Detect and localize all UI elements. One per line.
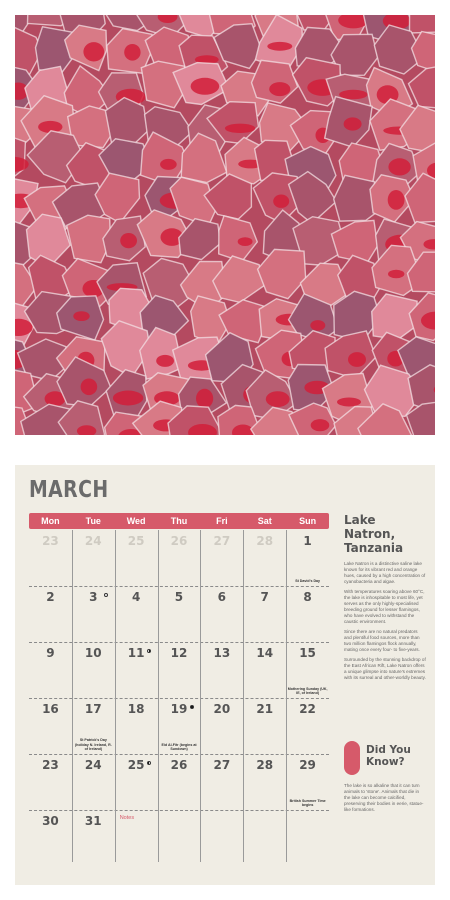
info-sidebar bbox=[344, 513, 426, 685]
weekday-sat: Sat bbox=[257, 516, 272, 526]
day-number: 17 bbox=[84, 702, 102, 716]
day-cell bbox=[200, 698, 243, 754]
day-number: 27 bbox=[213, 758, 231, 772]
day-number: 3 bbox=[89, 590, 98, 604]
day-number: 16 bbox=[42, 702, 59, 716]
day-cell bbox=[29, 810, 72, 866]
weekday-header bbox=[29, 513, 329, 529]
day-number: 13 bbox=[213, 646, 231, 660]
day-cell bbox=[115, 810, 158, 866]
day-number: 6 bbox=[217, 590, 227, 604]
day-divider bbox=[115, 530, 116, 862]
calendar-grid bbox=[29, 513, 329, 828]
day-divider bbox=[72, 530, 73, 862]
day-number: 1 bbox=[303, 534, 312, 548]
week-divider bbox=[29, 642, 329, 643]
day-number: 25 bbox=[127, 534, 145, 548]
did-you-know-pill bbox=[344, 741, 360, 775]
day-cell bbox=[72, 586, 115, 642]
day-cell bbox=[286, 754, 329, 810]
day-number: 29 bbox=[299, 758, 316, 772]
day-number: 14 bbox=[256, 646, 274, 660]
day-cell bbox=[29, 642, 72, 698]
day-cell bbox=[243, 754, 286, 810]
day-cell bbox=[72, 642, 115, 698]
day-number: 18 bbox=[127, 702, 145, 716]
day-cell bbox=[286, 530, 329, 586]
week-divider bbox=[29, 810, 329, 811]
day-cell bbox=[115, 754, 158, 810]
did-you-know-title bbox=[366, 744, 411, 768]
did-you-know-text: The lake is so alkaline that it can turn animals to 'stone'. Animals that die in the lake can become calcified, preserving their bodies in eerie, statue-like formations. bbox=[344, 783, 424, 812]
day-cell bbox=[115, 586, 158, 642]
week-divider bbox=[29, 754, 329, 755]
sidebar-paragraph: Since there are no natural predators and plentiful food sources, more than two million flamingos flock annually, mating once every four- to five-years. bbox=[344, 629, 420, 652]
day-number: 11 bbox=[127, 646, 145, 660]
day-cell bbox=[115, 698, 158, 754]
week-divider bbox=[29, 698, 329, 699]
day-cell bbox=[29, 530, 72, 586]
did-you-know-line-1: Did You bbox=[366, 744, 411, 756]
day-number: 10 bbox=[84, 646, 102, 660]
day-cell bbox=[158, 586, 201, 642]
weekday-tue: Tue bbox=[85, 516, 101, 526]
day-cell bbox=[158, 698, 201, 754]
day-cell bbox=[286, 586, 329, 642]
notes-label: Notes bbox=[119, 815, 135, 821]
day-number: 28 bbox=[256, 534, 274, 548]
day-number: 23 bbox=[42, 758, 59, 772]
day-number: 24 bbox=[84, 534, 102, 548]
sidebar-title: Lake Natron, Tanzania bbox=[344, 513, 404, 555]
calendar-page bbox=[15, 465, 435, 885]
holiday-label: Mothering Sunday (UK, IE, of Ireland) bbox=[287, 686, 328, 695]
day-cell bbox=[286, 642, 329, 698]
day-cell bbox=[200, 642, 243, 698]
weekday-thu: Thu bbox=[170, 516, 188, 526]
day-cell bbox=[72, 754, 115, 810]
holiday-label: St Patrick's Day (holiday N. Ireland, R. of Ireland) bbox=[74, 738, 112, 751]
day-number: 31 bbox=[84, 814, 102, 828]
day-number: 23 bbox=[42, 534, 59, 548]
day-number: 8 bbox=[303, 590, 312, 604]
day-number: 25 bbox=[127, 758, 145, 772]
day-cell bbox=[115, 530, 158, 586]
day-divider bbox=[200, 530, 201, 862]
moon-phase-icon bbox=[190, 705, 194, 709]
day-cell bbox=[72, 698, 115, 754]
day-cell bbox=[243, 586, 286, 642]
sidebar-paragraph: Surrounded by the stunning backdrop of the East African Rift, Lake Natron offers a unique glimpse into nature's extremes with its surreal and other-worldly beauty. bbox=[344, 657, 426, 680]
month-title: MARCH bbox=[29, 477, 109, 503]
day-number: 24 bbox=[84, 758, 102, 772]
day-cell bbox=[29, 698, 72, 754]
day-number: 26 bbox=[170, 534, 188, 548]
weekday-fri: Fri bbox=[216, 516, 228, 526]
day-divider bbox=[286, 530, 287, 862]
day-number: 28 bbox=[256, 758, 274, 772]
day-number: 26 bbox=[170, 758, 188, 772]
day-divider bbox=[243, 530, 244, 862]
day-number: 5 bbox=[174, 590, 184, 604]
day-cell bbox=[243, 530, 286, 586]
day-cell bbox=[158, 754, 201, 810]
day-number: 21 bbox=[256, 702, 274, 716]
day-cell bbox=[72, 810, 115, 866]
moon-phase-icon bbox=[104, 593, 108, 597]
day-number: 20 bbox=[213, 702, 231, 716]
day-cell bbox=[29, 586, 72, 642]
day-number: 27 bbox=[213, 534, 231, 548]
day-number: 7 bbox=[260, 590, 269, 604]
day-number: 2 bbox=[46, 590, 55, 604]
weekday-mon: Mon bbox=[41, 516, 60, 526]
day-number: 4 bbox=[131, 590, 141, 604]
day-cell bbox=[158, 642, 201, 698]
day-number: 9 bbox=[46, 646, 55, 660]
did-you-know-box bbox=[344, 739, 426, 779]
holiday-label: Eid Al-Fitr (begins at Sundown) bbox=[161, 742, 197, 751]
day-cell bbox=[243, 642, 286, 698]
day-number: 19 bbox=[170, 702, 188, 716]
day-cell bbox=[29, 754, 72, 810]
day-number: 12 bbox=[170, 646, 188, 660]
day-cell bbox=[115, 642, 158, 698]
day-cell bbox=[286, 698, 329, 754]
weekday-wed: Wed bbox=[126, 516, 146, 526]
week-divider bbox=[29, 586, 329, 587]
day-divider bbox=[158, 530, 159, 862]
lake-natron-aerial-photo bbox=[15, 15, 435, 435]
day-number: 15 bbox=[299, 646, 316, 660]
day-cell bbox=[158, 530, 201, 586]
day-number: 30 bbox=[42, 814, 59, 828]
day-cell bbox=[72, 530, 115, 586]
sidebar-paragraph: With temperatures soaring above 60°C, the lake is inhospitable to most life, yet serves as the only highly-specialised breeding ground for lesser flamingos, who have evolved to withstand the caustic environment. bbox=[344, 589, 425, 624]
moon-phase-icon bbox=[147, 761, 151, 765]
day-cell bbox=[200, 586, 243, 642]
weekday-sun: Sun bbox=[299, 516, 317, 526]
day-cell bbox=[243, 698, 286, 754]
day-number: 22 bbox=[299, 702, 316, 716]
moon-phase-icon bbox=[147, 649, 151, 653]
did-you-know-line-2: Know? bbox=[366, 756, 405, 768]
day-cell bbox=[200, 530, 243, 586]
day-cell bbox=[200, 754, 243, 810]
holiday-label: British Summer Time begins bbox=[289, 798, 326, 807]
holiday-label: St David's Day bbox=[295, 578, 321, 583]
sidebar-paragraph: Lake Natron is a distinctive saline lake known for its vibrant red and orange hues, caused by a high concentration of cyanobacteria and algae. bbox=[344, 561, 426, 584]
